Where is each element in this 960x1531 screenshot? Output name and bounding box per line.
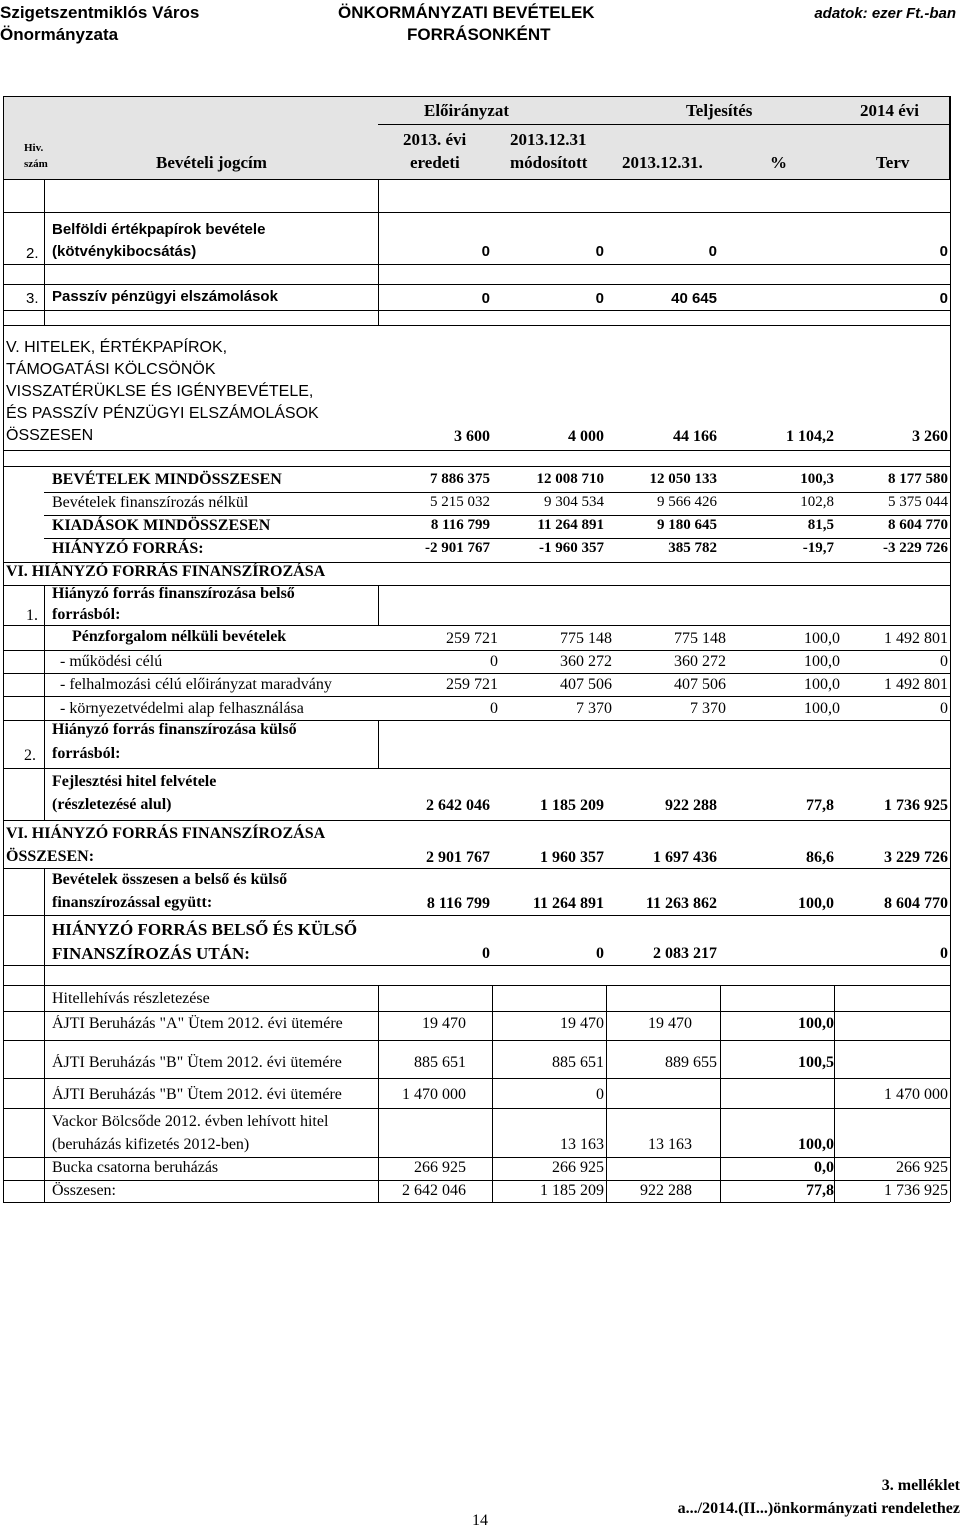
grid-col-line [44, 180, 45, 325]
detail-row-v2: 0 [596, 1086, 604, 1103]
kiadasok-label: KIADÁSOK MINDÖSSZESEN [52, 517, 271, 534]
grid-col-line [606, 985, 607, 1202]
kornyezet-v1: 0 [490, 700, 498, 717]
detail-total-v4: 77,8 [806, 1182, 834, 1199]
bevetelek-v1: 7 886 375 [430, 471, 490, 487]
vi-total-label-line1: VI. HIÁNYZÓ FORRÁS FINANSZÍROZÁSA [6, 825, 326, 842]
grid-row-line [3, 650, 950, 651]
grid-row-line [3, 625, 950, 626]
grid-row-line [3, 1078, 950, 1079]
kornyezet-label: - környezetvédelmi alap felhasználása [60, 700, 304, 717]
header-divider [378, 124, 950, 125]
detail-total-v3: 922 288 [640, 1182, 692, 1199]
grid-row-line [3, 1040, 950, 1041]
penz-v4: 100,0 [804, 630, 840, 647]
detail-row-v4: 100,0 [798, 1015, 834, 1032]
header-jogcim: Bevételi jogcím [156, 153, 267, 172]
grid-row-line [3, 1202, 950, 1203]
bev-ossz-v3: 11 263 862 [645, 895, 717, 912]
grid-row-line [3, 450, 950, 451]
vi-total-v4: 86,6 [806, 849, 834, 866]
bucka-v5: 266 925 [896, 1159, 948, 1176]
grid-row-line [3, 1011, 950, 1012]
detail-total-v5: 1 736 925 [884, 1182, 948, 1199]
grid-row-line [3, 820, 950, 821]
header-col1-b: eredeti [410, 153, 460, 172]
header-col1-a: 2013. évi [403, 130, 467, 149]
fejl-v4: 77,8 [806, 797, 834, 814]
hiany-v4: -19,7 [802, 540, 834, 556]
grid-row-line [3, 1108, 950, 1109]
grid-col-line [834, 985, 835, 1202]
belso-number: 1. [26, 607, 38, 624]
detail-title: Hitellehívás részletezése [52, 990, 210, 1007]
hiany-utan-v5: 0 [940, 945, 948, 962]
grid-row-line [3, 915, 950, 916]
bevfin-v5: 5 375 044 [888, 494, 948, 510]
felhalmozasi-label: - felhalmozási célú előirányzat maradvány [60, 676, 332, 693]
grid-row-line [3, 212, 950, 213]
row-3-v3: 40 645 [671, 290, 717, 307]
grid-col-line [720, 985, 721, 1202]
bev-ossz-v1: 8 116 799 [426, 895, 490, 912]
bevetelek-mindosszesen-label: BEVÉTELEK MINDÖSSZESEN [52, 471, 282, 488]
detail-row-v3: 889 655 [665, 1054, 717, 1071]
row-2-v5: 0 [939, 243, 948, 260]
grid-row-line [44, 515, 950, 516]
bevetelek-fin-nelkul-label: Bevételek finanszírozás nélkül [52, 494, 249, 511]
mukodesi-v4: 100,0 [804, 653, 840, 670]
header-col2-b: módosított [510, 153, 588, 172]
hiany-utan-v3: 2 083 217 [653, 945, 717, 962]
doc-title-line1: ÖNKORMÁNYZATI BEVÉTELEK [338, 3, 595, 22]
detail-row-v5: 1 470 000 [884, 1086, 948, 1103]
hiany-utan-v1: 0 [482, 945, 490, 962]
grid-row-line [3, 1180, 950, 1181]
hiany-utan-label-line1: HIÁNYZÓ FORRÁS BELSŐ ÉS KÜLSŐ [52, 920, 358, 939]
section-v-v1: 3 600 [454, 428, 490, 445]
rendelet-label: a.../2014.(II...)önkormányzati rendelethez [677, 1500, 960, 1517]
org-name-line1: Szigetszentmiklós Város [0, 3, 200, 22]
bevfin-v3: 9 566 426 [657, 494, 717, 510]
section-v-line4: ÉS PASSZÍV PÉNZÜGYI ELSZÁMOLÁSOK [6, 405, 319, 422]
bevetelek-v5: 8 177 580 [888, 471, 948, 487]
header-col4: % [770, 153, 787, 172]
detail-row-label: ÁJTI Beruházás "B" Ütem 2012. évi ütemére [52, 1086, 342, 1103]
hiany-v2: -1 960 357 [539, 540, 604, 556]
kornyezet-v2: 7 370 [576, 700, 612, 717]
grid-right-border [950, 96, 951, 1202]
detail-row-v3: 19 470 [648, 1015, 692, 1032]
grid-row-line [3, 325, 950, 326]
bevfin-v1: 5 215 032 [430, 494, 490, 510]
detail-total-v2: 1 185 209 [540, 1182, 604, 1199]
header-col3: 2013.12.31. [622, 153, 703, 172]
bevetelek-v3: 12 050 133 [649, 471, 717, 487]
grid-col-line [492, 985, 493, 1202]
header-col5: Terv [876, 153, 910, 172]
grid-row-line [3, 965, 950, 966]
header-col2-a: 2013.12.31 [510, 130, 587, 149]
row-3-label: Passzív pénzügyi elszámolások [52, 288, 278, 305]
vackor-v2: 13 163 [560, 1136, 604, 1153]
detail-row-v2: 885 651 [552, 1054, 604, 1071]
section-v-line2: TÁMOGATÁSI KÖLCSÖNÖK [6, 361, 216, 378]
kornyezet-v3: 7 370 [690, 700, 726, 717]
mukodesi-label: - működési célú [60, 653, 163, 670]
fejl-v3: 922 288 [665, 797, 717, 814]
row-2-label-line2: (kötvénykibocsátás) [52, 243, 197, 260]
fejlesztesi-label-line1: Fejlesztési hitel felvétele [52, 773, 217, 790]
bevfin-v2: 9 304 534 [544, 494, 604, 510]
hiany-utan-v2: 0 [596, 945, 604, 962]
vi-total-v3: 1 697 436 [653, 849, 717, 866]
fejl-v1: 2 642 046 [426, 797, 490, 814]
hiany-v5: -3 229 726 [883, 540, 948, 556]
hiany-utan-label-line2: FINANSZÍROZÁS UTÁN: [52, 944, 250, 963]
vackor-label-line1: Vackor Bölcsőde 2012. évben lehívott hitel [52, 1113, 329, 1130]
felhalm-v4: 100,0 [804, 676, 840, 693]
section-v-v2: 4 000 [568, 428, 604, 445]
vi-total-v2: 1 960 357 [540, 849, 604, 866]
melleklet-label: 3. melléklet [881, 1477, 960, 1494]
section-vi-title: VI. HIÁNYZÓ FORRÁS FINANSZÍROZÁSA [6, 563, 326, 580]
grid-col-line [378, 720, 379, 768]
penz-v5: 1 492 801 [884, 630, 948, 647]
kulso-label-line2: forrásból: [52, 745, 121, 762]
kornyezet-v4: 100,0 [804, 700, 840, 717]
grid-row-line [44, 492, 950, 493]
row-2-v2: 0 [595, 243, 604, 260]
bucka-label: Bucka csatorna beruházás [52, 1159, 219, 1176]
section-v-v3: 44 166 [673, 428, 717, 445]
fejl-v2: 1 185 209 [540, 797, 604, 814]
penzforgalom-label: Pénzforgalom nélküli bevételek [72, 628, 287, 645]
hiany-v3: 385 782 [668, 540, 717, 556]
detail-row-label: ÁJTI Beruházás "A" Ütem 2012. évi ütemére [52, 1015, 343, 1032]
section-v-line3: VISSZATÉRÜKLSE ÉS IGÉNYBEVÉTELE, [6, 383, 314, 400]
detail-row-label: ÁJTI Beruházás "B" Ütem 2012. évi ütemére [52, 1054, 342, 1071]
hianyzo-forras-label: HIÁNYZÓ FORRÁS: [52, 540, 204, 557]
page-number: 14 [472, 1512, 488, 1529]
section-v-v5: 3 260 [912, 428, 948, 445]
section-v-line5: ÖSSZESEN [6, 427, 94, 444]
row-3-v1: 0 [481, 290, 490, 307]
bucka-v2: 266 925 [552, 1159, 604, 1176]
header-2014: 2014 évi [860, 101, 920, 120]
row-2-label-line1: Belföldi értékpapírok bevétele [52, 221, 266, 238]
detail-row-v1: 19 470 [422, 1015, 466, 1032]
hiany-v1: -2 901 767 [425, 540, 490, 556]
grid-row-line [44, 538, 950, 539]
kiadasok-v4: 81,5 [807, 517, 834, 533]
mukodesi-v5: 0 [940, 653, 948, 670]
mukodesi-v3: 360 272 [674, 653, 726, 670]
vi-total-v5: 3 229 726 [884, 849, 948, 866]
grid-row-line [3, 1157, 950, 1158]
bevetelek-v2: 12 008 710 [536, 471, 604, 487]
vackor-v4: 100,0 [798, 1136, 834, 1153]
unit-label: adatok: ezer Ft.-ban [814, 5, 956, 22]
grid-row-line [3, 466, 950, 467]
doc-title-line2: FORRÁSONKÉNT [407, 25, 551, 44]
row-2-v1: 0 [481, 243, 490, 260]
kulso-label-line1: Hiányzó forrás finanszírozása külső [52, 721, 297, 738]
bevfin-v4: 102,8 [800, 494, 834, 510]
row-2-v3: 0 [708, 243, 717, 260]
grid-row-line [3, 768, 950, 769]
header-eloiranyzat: Előirányzat [424, 101, 509, 120]
kiadasok-v1: 8 116 799 [430, 517, 490, 533]
row-2-number: 2. [26, 245, 39, 262]
section-v-line1: V. HITELEK, ÉRTÉKPAPÍROK, [6, 339, 228, 356]
detail-row-v1: 885 651 [414, 1054, 466, 1071]
detail-total-v1: 2 642 046 [402, 1182, 466, 1199]
row-3-number: 3. [26, 290, 39, 307]
grid-col-line [44, 868, 45, 1202]
penz-v2: 775 148 [560, 630, 612, 647]
grid-col-line [378, 180, 379, 325]
vi-total-label-line2: ÖSSZESEN: [6, 848, 95, 865]
grid-row-line [3, 284, 950, 285]
grid-row-line [3, 868, 950, 869]
grid-col-line [44, 585, 45, 820]
penz-v3: 775 148 [674, 630, 726, 647]
grid-row-line [3, 310, 950, 311]
bev-ossz-v2: 11 264 891 [532, 895, 604, 912]
vackor-v3: 13 163 [648, 1136, 692, 1153]
detail-row-v2: 19 470 [560, 1015, 604, 1032]
header-teljesites: Teljesítés [686, 101, 753, 120]
section-v-v4: 1 104,2 [786, 428, 834, 445]
bevetelek-v4: 100,3 [800, 471, 834, 487]
section-v-title [6, 337, 319, 447]
grid-left-border [3, 180, 4, 1202]
grid-col-line [378, 585, 379, 625]
mukodesi-v1: 0 [490, 653, 498, 670]
bev-ossz-label-line1: Bevételek összesen a belső és külső [52, 871, 288, 888]
grid-row-line [3, 985, 950, 986]
row-3-v5: 0 [939, 290, 948, 307]
kornyezet-v5: 0 [940, 700, 948, 717]
bev-ossz-label-line2: finanszírozással együtt: [52, 894, 213, 911]
detail-row-v1: 1 470 000 [402, 1086, 466, 1103]
mukodesi-v2: 360 272 [560, 653, 612, 670]
felhalm-v3: 407 506 [674, 676, 726, 693]
bev-ossz-v5: 8 604 770 [884, 895, 948, 912]
detail-total-label: Összesen: [52, 1182, 116, 1199]
row-3-v2: 0 [595, 290, 604, 307]
grid-col-line [378, 985, 379, 1202]
felhalm-v1: 259 721 [446, 676, 498, 693]
felhalm-v2: 407 506 [560, 676, 612, 693]
grid-row-line [3, 264, 950, 265]
kiadasok-v3: 9 180 645 [657, 517, 717, 533]
vi-total-v1: 2 901 767 [426, 849, 490, 866]
bucka-v1: 266 925 [414, 1159, 466, 1176]
detail-row-v4: 100,5 [798, 1054, 834, 1071]
felhalm-v5: 1 492 801 [884, 676, 948, 693]
grid-row-line [3, 696, 950, 697]
belso-label-line2: forrásból: [52, 606, 121, 623]
belso-label-line1: Hiányzó forrás finanszírozása belső [52, 585, 295, 602]
kiadasok-v2: 11 264 891 [537, 517, 604, 533]
vackor-label-line2: (beruházás kifizetés 2012-ben) [52, 1136, 250, 1153]
fejl-v5: 1 736 925 [884, 797, 948, 814]
fejlesztesi-label-line2: (részletezésé alul) [52, 796, 172, 813]
penz-v1: 259 721 [446, 630, 498, 647]
header-hiv: Hiv. [24, 142, 44, 154]
bev-ossz-v4: 100,0 [798, 895, 834, 912]
org-name-line2: Önormányzata [0, 25, 119, 44]
kiadasok-v5: 8 604 770 [888, 517, 948, 533]
kulso-number: 2. [24, 747, 36, 764]
bucka-v4: 0,0 [814, 1159, 834, 1176]
header-szam: szám [24, 158, 48, 170]
grid-row-line [3, 673, 950, 674]
